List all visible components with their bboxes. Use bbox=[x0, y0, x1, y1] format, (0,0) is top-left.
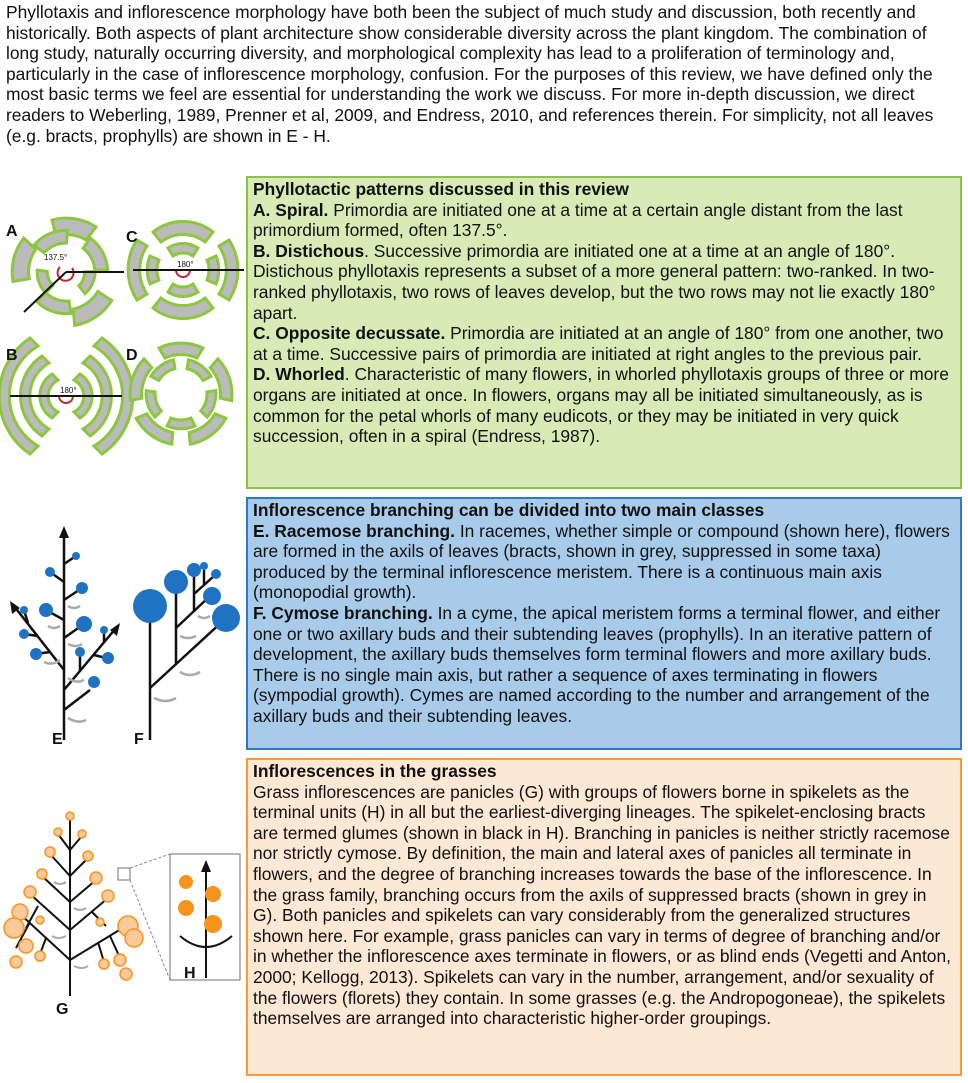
phyllotaxis-item-d: D. Whorled. Characteristic of many flowers, in whorled phyllotaxis groups of three or more organs are initiated at once. In flowers, organs may all be initiated simultaneously, as is common for the petal whorls of many eudicots, or they may be initiated in very quick succession, often in a spiral (Endress, 1987). bbox=[253, 364, 949, 447]
branching-item-f: F. Cymose branching. In a cyme, the apical meristem forms a terminal flower, and either one or two axillary buds and their subtending leaves (prophylls). In an iterative pattern of development, the axillary buds themselves form terminal flowers and more axillary buds. There is no single main axis, but rather a sequence of axes terminating in flowers (sympodial growth). Cymes are named according to the number and arrangement of the axillary buds and their subtending leaves. bbox=[253, 602, 941, 726]
angle-label-a: 137.5° bbox=[44, 253, 68, 262]
grasses-text: Grass inflorescences are panicles (G) with groups of flowers borne in spikelets as the terminal units (H) in all but the earliest-diverging lineages. The spikelet-enclosing bracts are termed glumes (shown in black in H). Branching in panicles is neither strictly racemose nor strictly cymose. By definition, the main and lateral axes of panicles all terminate in flowers, and the degree of branching increases towards the base of the inflorescence. In the grass family, branching occurs from the axils of suppressed bracts (shown in grey in G). Both panicles and spikelets can vary considerably from the generalized structures shown here. For example, grass panicles can vary in terms of degree of branching and/or in whether the inflorescence axes terminate in flowers, or as blind ends (Vegetti and Anton, 2000; Kellogg, 2013). Spikelets can vary in the number, arrangement, and/or sexuality of the flowers (florets) they contain. In some grasses (e.g. the Andropogoneae), the spikelets themselves are arranged into characteristic higher-order groupings. bbox=[253, 781, 951, 1029]
grasses-box bbox=[246, 758, 962, 1076]
label-f: F bbox=[134, 731, 144, 748]
angle-label-c: 180° bbox=[177, 260, 194, 269]
phyllotaxis-item-b: B. Distichous. Successive primordia are initiated one at a time at an angle of 180°. Distichous phyllotaxis represents a subset of a more general pattern: two-ranked. In two-ranked phyllotaxis, two rows of leaves develop, but the two rows may not lie exactly 180° apart. bbox=[253, 240, 936, 323]
label-c: C bbox=[126, 229, 138, 246]
diagram-d-whorled bbox=[126, 343, 237, 448]
branching-heading: Inflorescence branching can be divided into two main classes bbox=[253, 500, 765, 520]
phyllotaxis-item-c: C. Opposite decussate. Primordia are initiated at an angle of 180° from one another, two at a time. Successive pairs of primordia are initiated at right angles to the previous pair. bbox=[253, 323, 944, 364]
e-flowers bbox=[19, 552, 114, 688]
phyllotaxis-box bbox=[246, 176, 962, 489]
diagram-a-spiral bbox=[11, 218, 124, 332]
label-g: G bbox=[56, 1001, 69, 1018]
diagram-b-distichous bbox=[0, 338, 133, 454]
grasses-heading: Inflorescences in the grasses bbox=[253, 761, 497, 781]
branching-item-e: E. Racemose branching. In racemes, whether simple or compound (shown here), flowers are formed in the axils of leaves (bracts, shown in grey, suppressed in some taxa) produced by the terminal inflorescence meristem. There is a continuous main axis (monopodial growth). bbox=[253, 520, 950, 603]
diagram-h-spikelet bbox=[170, 854, 240, 980]
label-e: E bbox=[52, 731, 63, 748]
phyllotaxis-item-a: A. Spiral. Primordia are initiated one at a time at a certain angle distant from the last primordium formed, often 137.5°. bbox=[253, 199, 903, 241]
phyllotaxis-diagrams bbox=[0, 184, 244, 484]
label-d: D bbox=[126, 347, 138, 364]
intro-paragraph: Phyllotaxis and inflorescence morphology have both been the subject of much study and discussion, both recently and historically. Both aspects of plant architecture show considerable diversity across the plant kingdom. The combination of long study, naturally occurring diversity, and morphological complexity has lead to a proliferation of terminology and, particularly in the case of inflorescence morphology, confusion. For the purposes of this review, we have defined only the most basic terms we feel are essential for understanding the work we discuss. For more in-depth discussion, we direct readers to Weberling, 1989, Prenner et al, 2009, and Endress, 2010, and references therein. For simplicity, not all leaves (e.g. bracts, prophylls) are shown in E - H. bbox=[6, 2, 934, 146]
angle-label-b: 180° bbox=[60, 386, 77, 395]
label-b: B bbox=[6, 347, 18, 364]
f-flowers bbox=[133, 562, 240, 632]
label-a: A bbox=[6, 223, 18, 240]
branching-diagrams bbox=[0, 520, 244, 750]
phyllotaxis-heading: Phyllotactic patterns discussed in this review bbox=[253, 179, 629, 199]
diagram-c-decussate bbox=[128, 221, 244, 318]
grass-diagrams bbox=[0, 810, 244, 1020]
label-h: H bbox=[184, 965, 196, 982]
g-flowers bbox=[4, 812, 143, 980]
branching-box bbox=[246, 497, 962, 750]
diagram-g-panicle bbox=[16, 816, 126, 996]
